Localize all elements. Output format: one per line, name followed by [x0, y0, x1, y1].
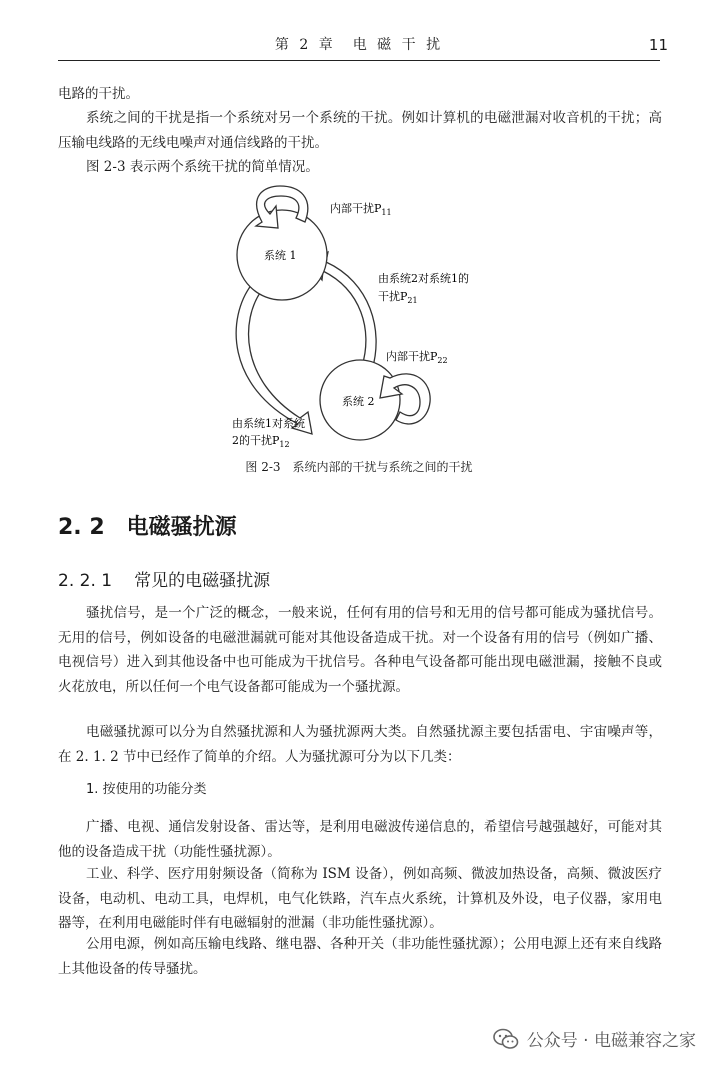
paragraph-2: 系统之间的干扰是指一个系统对另一个系统的干扰。例如计算机的电磁泄漏对收音机的干扰；高压输电线路的无线电噪声对通信线路的干扰。 — [58, 110, 662, 151]
paragraph-6: 广播、电视、通信发射设备、雷达等，是利用电磁波传递信息的，希望信号越强越好，可能对其他的设备造成干扰（功能性骚扰源）。 — [58, 819, 662, 860]
section-heading — [58, 510, 237, 541]
chapter-title: 第 2 章 电 磁 干 扰 — [274, 37, 444, 53]
subsection-title: 常见的电磁骚扰源 — [134, 571, 271, 591]
list-heading: 1. 按使用的功能分类 — [86, 782, 207, 797]
paragraph-8: 公用电源，例如高压输电线路、继电器、各种开关（非功能性骚扰源）；公用电源上还有来自线路上其他设备的传导骚扰。 — [58, 936, 662, 977]
section-title: 电磁骚扰源 — [126, 515, 237, 540]
p22-label: 内部干扰$P_{22}$ — [386, 350, 448, 365]
paragraph-7: 工业、科学、医疗用射频设备（简称为 ISM 设备），例如高频、微波加热设备，高频、微波医疗设备，电动机、电动工具，电焊机，电气化铁路，汽车点火系统，计算机及外设，电子仪器，家用电器等，在利用电磁能时伴有电磁辐射的泄漏（非功能性骚扰源）。 — [58, 866, 662, 931]
p12-label-line2: 2的干扰$P_{12}$ — [232, 434, 290, 449]
page-number: 11 — [648, 36, 668, 54]
p12-label-line1: 由系统1对系统 — [232, 417, 305, 430]
subsection-number: 2. 2. 1 — [58, 571, 113, 591]
paragraph-3: 图 2-3 表示两个系统干扰的简单情况。 — [86, 159, 319, 175]
p21-label-line1: 由系统2对系统1的 — [378, 272, 469, 285]
paragraph-5: 电磁骚扰源可以分为自然骚扰源和人为骚扰源两大类。自然骚扰源主要包括雷电、宇宙噪声等，在 2. 1. 2 节中已经作了简单的介绍。人为骚扰源可分为以下几类： — [58, 724, 662, 765]
p11-label: 内部干扰$P_{11}$ — [330, 202, 392, 217]
paragraph-4: 骚扰信号，是一个广泛的概念，一般来说，任何有用的信号和无用的信号都可能成为骚扰信号。无用的信号，例如设备的电磁泄漏就可能对其他设备造成干扰。对一个设备有用的信号（例如广播、电视信号）进入到其他设备中也可能成为干扰信号。各种电气设备都可能出现电磁泄漏，接触不良或火花放电，所以任何一个电气设备都可能成为一个骚扰源。 — [58, 605, 662, 695]
wechat-icon — [493, 1028, 519, 1050]
watermark-text: 公众号 · 电磁兼容之家 — [526, 1031, 696, 1051]
p12-arrow — [236, 284, 312, 434]
section-number: 2. 2 — [58, 515, 105, 540]
watermark — [493, 1026, 696, 1051]
system-1-label: 系统 1 — [264, 249, 297, 262]
subsection-heading — [58, 566, 270, 591]
figure-caption: 图 2-3 系统内部的干扰与系统之间的干扰 — [245, 460, 473, 474]
system-2-label: 系统 2 — [342, 395, 375, 408]
paragraph-1: 电路的干扰。 — [58, 86, 139, 102]
interference-diagram — [0, 0, 718, 480]
p21-label-line2: 干扰$P_{21}$ — [378, 290, 418, 305]
